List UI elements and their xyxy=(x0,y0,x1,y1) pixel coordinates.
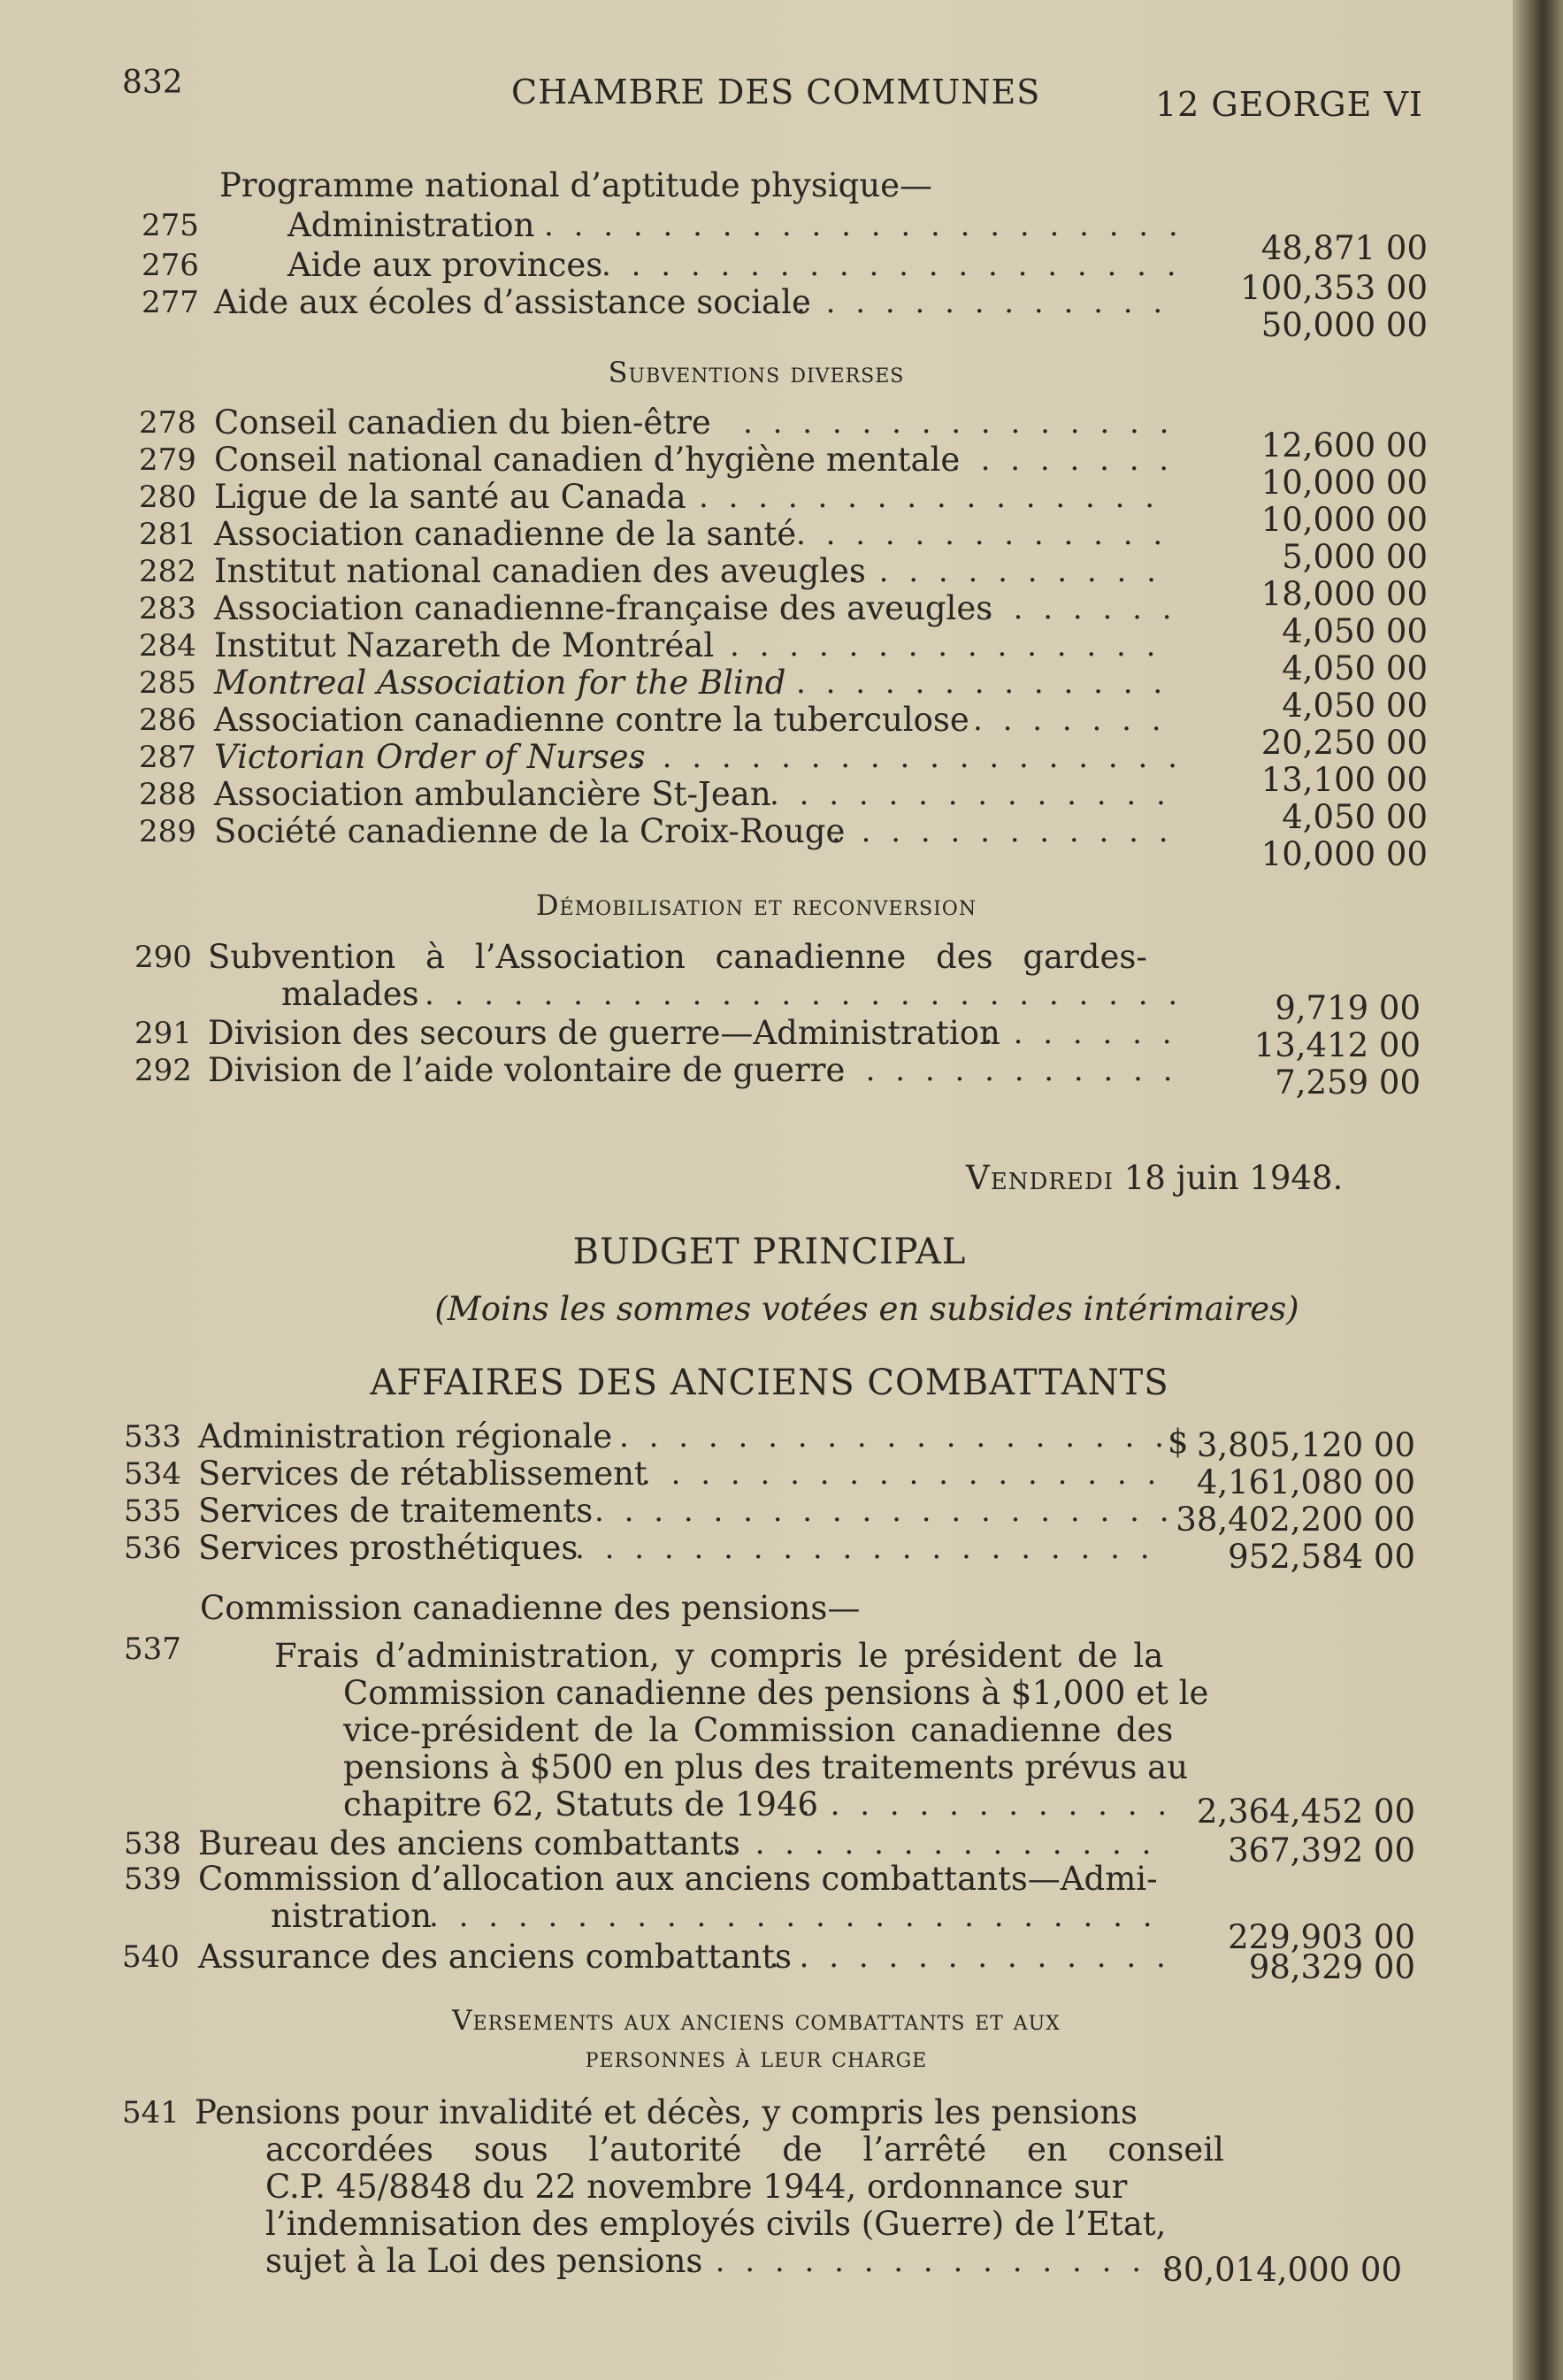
item-label: Commission canadienne des pensions à $1,000 et le xyxy=(343,1674,1209,1712)
item-amount: 10,000 00 xyxy=(1260,501,1428,539)
item-label: Services prosthétiques xyxy=(198,1529,578,1567)
item-label: Bureau des anciens combattants xyxy=(198,1824,740,1862)
leader-dots xyxy=(641,1456,1168,1492)
leader-dots xyxy=(796,285,1176,320)
item-label: Services de traitements xyxy=(198,1492,594,1530)
item-number: 289 xyxy=(139,814,196,849)
item-label: malades xyxy=(281,975,419,1013)
leader-dots xyxy=(984,591,1176,626)
item-label: accordées sous l’autorité de l’arrêté en conseil xyxy=(265,2130,1224,2169)
item-amount: 98,329 00 xyxy=(1248,1948,1415,1986)
leader-dots xyxy=(836,1053,1176,1088)
item-amount: 4,050 00 xyxy=(1282,687,1428,725)
leader-dots xyxy=(686,2244,1168,2279)
item-number: 278 xyxy=(139,405,196,441)
item-label: Administration régionale xyxy=(198,1417,613,1455)
line-item-continued xyxy=(0,2207,1513,2242)
leader-dots xyxy=(849,554,1176,589)
line-item-continued xyxy=(0,1785,1513,1831)
leader-dots xyxy=(770,1939,1168,1975)
line-item xyxy=(0,1417,1513,1464)
item-label: chapitre 62, Statuts de 1946 xyxy=(343,1785,819,1823)
line-item-continued xyxy=(0,2242,1513,2289)
leader-dots xyxy=(601,248,1176,283)
reign-label: 12 GEORGE VI xyxy=(1155,85,1423,124)
line-item xyxy=(0,1529,1513,1576)
item-number: 279 xyxy=(139,442,196,478)
item-amount: 4,050 00 xyxy=(1282,798,1428,836)
leader-dots xyxy=(796,517,1176,552)
line-item-continued xyxy=(0,2169,1513,2205)
leader-dots xyxy=(730,628,1176,664)
item-number: 283 xyxy=(139,591,196,626)
item-label: vice-président de la Commission canadienne des xyxy=(343,1711,1174,1749)
item-label: Association canadienne de la santé xyxy=(214,515,797,553)
item-label: Association canadienne contre la tuberculose xyxy=(214,701,969,739)
item-label: sujet à la Loi des pensions xyxy=(265,2242,703,2280)
leader-dots xyxy=(544,208,1176,243)
item-label: Conseil national canadien d’hygiène mentale xyxy=(214,441,961,479)
item-amount: 80,014,000 00 xyxy=(1162,2251,1402,2289)
section-heading: personnes à leur charge xyxy=(585,2042,928,2074)
commission-intro: Commission canadienne des pensions— xyxy=(200,1589,861,1627)
leader-dots xyxy=(632,740,1176,775)
item-number: 535 xyxy=(124,1493,181,1529)
item-number: 288 xyxy=(139,777,196,812)
item-label: Association ambulancière St-Jean xyxy=(214,775,771,813)
section-heading: Versements aux anciens combattants et aux xyxy=(452,2005,1061,2037)
budget-subtitle: (Moins les sommes votées en subsides intérimaires) xyxy=(434,1290,1299,1328)
line-item xyxy=(0,812,1513,873)
item-label: Association canadienne-française des aveugles xyxy=(214,589,993,627)
dateline-day: Vendredi xyxy=(966,1159,1114,1197)
item-amount: 38,402,200 00 xyxy=(1176,1501,1415,1539)
leader-dots xyxy=(619,1419,1168,1455)
item-number: 277 xyxy=(142,285,199,320)
leader-dots xyxy=(801,1787,1168,1823)
item-label-italic: Montreal Association for the Blind xyxy=(214,664,786,702)
item-label xyxy=(214,740,646,775)
item-number: 276 xyxy=(142,248,199,283)
item-number: 284 xyxy=(139,628,196,664)
item-amount: 12,600 00 xyxy=(1260,426,1428,464)
item-amount: 9,719 00 xyxy=(1275,989,1421,1027)
item-amount: 13,412 00 xyxy=(1253,1026,1421,1064)
item-amount: 20,250 00 xyxy=(1260,724,1428,762)
item-number: 287 xyxy=(139,740,196,775)
item-number: 533 xyxy=(124,1419,181,1455)
item-amount: 5,000 00 xyxy=(1282,538,1428,576)
line-item xyxy=(0,283,1513,344)
line-item xyxy=(0,940,1513,975)
leader-dots xyxy=(725,1826,1168,1862)
item-number: 275 xyxy=(142,208,199,243)
section-heading: Subventions diverses xyxy=(608,356,905,389)
item-label: nistration xyxy=(271,1897,433,1935)
item-amount: 367,392 00 xyxy=(1228,1831,1415,1869)
leader-dots xyxy=(796,665,1176,701)
item-label: Services de rétablissement xyxy=(198,1455,647,1493)
line-item-continued xyxy=(0,1897,1513,1956)
page-title: CHAMBRE DES COMMUNES xyxy=(511,73,1041,111)
section-intro: Programme national d’aptitude physique— xyxy=(219,166,933,204)
page-number: 832 xyxy=(122,65,183,101)
dateline xyxy=(966,1161,1343,1196)
currency-symbol: $ xyxy=(1168,1423,1189,1461)
item-amount: 18,000 00 xyxy=(1260,575,1428,613)
item-amount: 2,364,452 00 xyxy=(1196,1793,1415,1831)
item-number: 291 xyxy=(134,1016,192,1051)
item-label: l’indemnisation des employés civils (Guerre) de l’Etat, xyxy=(265,2205,1167,2243)
item-label: Frais d’administration, y compris le président de la xyxy=(274,1637,1164,1675)
line-item xyxy=(0,1455,1513,1501)
line-item-continued xyxy=(0,1676,1513,1711)
line-item-continued xyxy=(0,2132,1513,2168)
item-label: pensions à $500 en plus des traitements prévus au xyxy=(343,1748,1189,1786)
item-number: 286 xyxy=(139,702,196,738)
item-label: Pensions pour invalidité et décès, y compris les pensions xyxy=(195,2093,1138,2131)
item-amount: 952,584 00 xyxy=(1228,1538,1415,1576)
leader-dots xyxy=(831,814,1176,849)
section-heading: Démobilisation et reconversion xyxy=(535,888,977,922)
leader-dots xyxy=(425,977,1176,1012)
item-number: 282 xyxy=(139,554,196,589)
item-amount: 4,050 00 xyxy=(1282,612,1428,650)
item-label: Aide aux écoles d’assistance sociale xyxy=(214,283,811,321)
item-label: Ligue de la santé au Canada xyxy=(214,478,686,516)
item-amount: 229,903 00 xyxy=(1228,1918,1415,1956)
line-item xyxy=(0,1014,1513,1064)
line-item xyxy=(0,1824,1513,1869)
item-label xyxy=(214,665,785,701)
line-item xyxy=(0,1631,1513,1675)
leader-dots xyxy=(951,442,1176,478)
item-amount: 3,805,120 00 xyxy=(1196,1426,1415,1464)
item-amount: 4,050 00 xyxy=(1282,649,1428,687)
item-amount: 100,353 00 xyxy=(1240,269,1428,307)
item-number: 536 xyxy=(124,1531,181,1566)
item-number: 290 xyxy=(134,940,192,975)
item-label: Administration xyxy=(287,206,535,244)
item-label: Division des secours de guerre—Administration xyxy=(208,1014,1000,1052)
item-number: 285 xyxy=(139,665,196,701)
item-number: 281 xyxy=(139,517,196,552)
line-item-continued xyxy=(0,975,1513,1027)
item-label: Subvention à l’Association canadienne des gardes- xyxy=(208,938,1147,976)
budget-title: BUDGET PRINCIPAL xyxy=(572,1232,967,1272)
line-item xyxy=(0,2095,1513,2130)
leader-dots xyxy=(984,1016,1176,1051)
item-label: Division de l’aide volontaire de guerre xyxy=(208,1051,846,1089)
book-spine-edge xyxy=(1513,0,1563,2380)
leader-dots xyxy=(743,405,1176,441)
item-number: 538 xyxy=(124,1826,181,1862)
item-number: 280 xyxy=(139,480,196,515)
item-label: Institut Nazareth de Montréal xyxy=(214,626,715,664)
item-number: 540 xyxy=(122,1939,180,1975)
item-label: C.P. 45/8848 du 22 novembre 1944, ordonnance sur xyxy=(265,2168,1128,2206)
item-label: Assurance des anciens combattants xyxy=(198,1938,793,1976)
line-item-continued xyxy=(0,1750,1513,1785)
item-label: Institut national canadien des aveugles xyxy=(214,552,866,590)
item-number: 539 xyxy=(124,1862,181,1897)
item-amount: 10,000 00 xyxy=(1260,464,1428,502)
ministry-heading: AFFAIRES DES ANCIENS COMBATTANTS xyxy=(370,1363,1169,1403)
item-number: 534 xyxy=(124,1456,181,1492)
item-label: Conseil canadien du bien-être xyxy=(214,403,711,441)
item-label: Commission d’allocation aux anciens combattants—Admi- xyxy=(198,1860,1158,1898)
line-item xyxy=(0,1051,1513,1102)
line-item xyxy=(0,1862,1513,1897)
line-item xyxy=(0,1938,1513,1986)
leader-dots xyxy=(429,1899,1168,1934)
item-amount: 7,259 00 xyxy=(1275,1063,1421,1102)
item-number: 541 xyxy=(122,2095,180,2130)
line-item-continued xyxy=(0,1713,1513,1748)
item-amount: 4,161,080 00 xyxy=(1196,1463,1415,1501)
item-label: Aide aux provinces xyxy=(287,246,603,284)
item-number: 537 xyxy=(124,1631,181,1667)
leader-dots xyxy=(575,1531,1168,1566)
item-amount: 13,100 00 xyxy=(1260,761,1428,799)
item-label: Société canadienne de la Croix-Rouge xyxy=(214,812,846,850)
leader-dots xyxy=(770,777,1176,812)
leader-dots xyxy=(594,1493,1168,1529)
item-number: 292 xyxy=(134,1053,192,1088)
leader-dots xyxy=(973,702,1176,738)
dateline-date: 18 juin 1948. xyxy=(1123,1159,1344,1197)
item-amount: 48,871 00 xyxy=(1260,229,1428,267)
item-amount: 10,000 00 xyxy=(1260,835,1428,873)
line-item xyxy=(0,1492,1513,1539)
item-label-italic: Victorian Order of Nurses xyxy=(214,738,646,776)
leader-dots xyxy=(699,480,1176,515)
item-amount: 50,000 00 xyxy=(1260,306,1428,344)
